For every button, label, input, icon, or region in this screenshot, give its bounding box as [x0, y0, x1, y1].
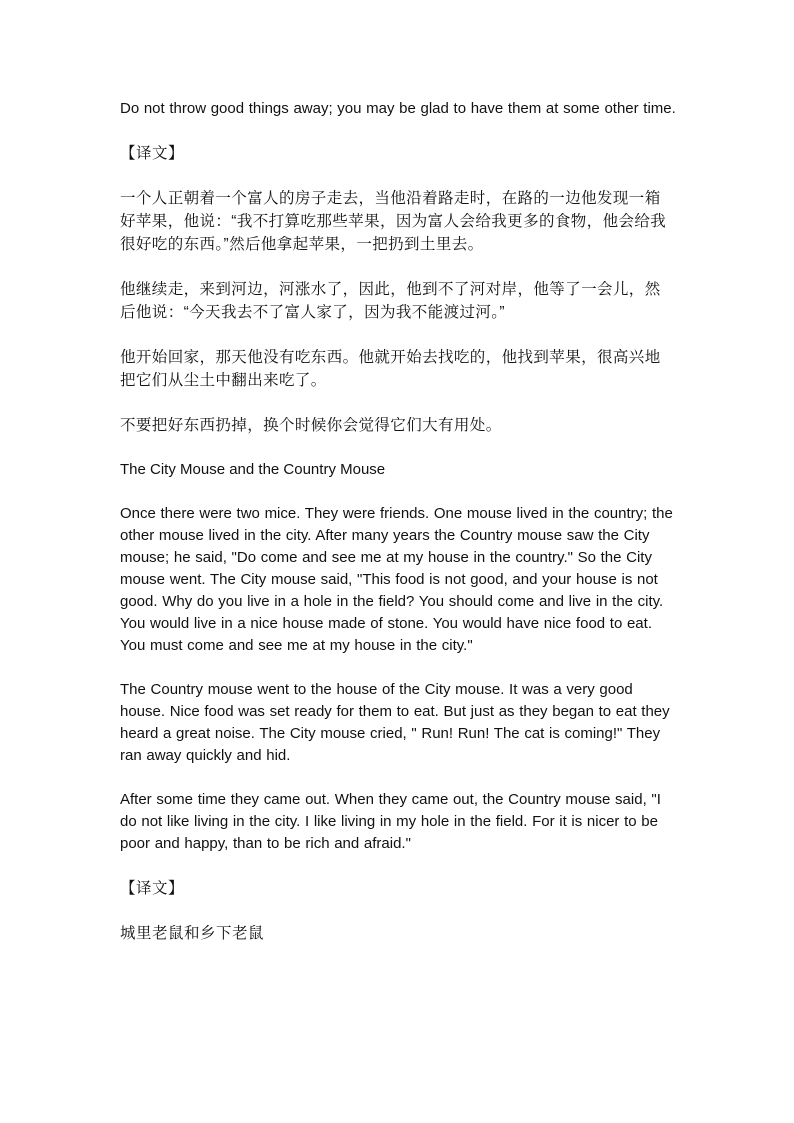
chinese-paragraph: 他开始回家，那天他没有吃东西。他就开始去找吃的，他找到苹果，很高兴地把它们从尘土中翻出来吃了。	[120, 349, 661, 389]
chinese-paragraph: 一个人正朝着一个富人的房子走去，当他沿着路走时，在路的一边他发现一箱好苹果，他说：“我不打算吃那些苹果，因为富人会给我更多的食物，他会给我很好吃的东西。”然后他拿起苹果，一把扔到土里去。	[120, 190, 667, 253]
english-paragraph: Once there were two mice. They were friends. One mouse lived in the country; the other mouse lived in the city. After many years the Country mouse saw the City mouse; he said, "Do come and see me at my house in the country." So the City mouse went. The City mouse said, "This food is not good, and your house is not good. Why do you live in a hole in the field? You should come and live in the city. You would live in a nice house made of stone. You would have nice food to eat. You must come and see me at my house in the city."	[120, 505, 673, 654]
story-title-english: The City Mouse and the Country Mouse	[120, 461, 386, 478]
translation-heading: 【译文】	[120, 880, 185, 897]
english-paragraph: The Country mouse went to the house of the City mouse. It was a very good house. Nice food was set ready for them to eat. But just as they began to eat they heard a great noise. The City mouse cried, " Run! Run! The cat is coming!" They ran away quickly and hid.	[120, 681, 670, 764]
story-title-chinese: 城里老鼠和乡下老鼠	[120, 925, 265, 942]
document-page	[120, 98, 676, 967]
chinese-moral: 不要把好东西扔掉，换个时候你会觉得它们大有用处。	[120, 417, 502, 434]
english-paragraph: After some time they came out. When they came out, the Country mouse said, "I do not like living in the city. I like living in my hole in the field. For it is nicer to be poor and happy, than to be rich and afraid."	[120, 791, 661, 852]
chinese-paragraph: 他继续走，来到河边，河涨水了，因此，他到不了河对岸，他等了一会儿，然后他说：“今天我去不了富人家了，因为我不能渡过河。”	[120, 281, 661, 321]
moral-english: Do not throw good things away; you may be glad to have them at some other time.	[120, 100, 676, 117]
translation-heading: 【译文】	[120, 145, 185, 162]
